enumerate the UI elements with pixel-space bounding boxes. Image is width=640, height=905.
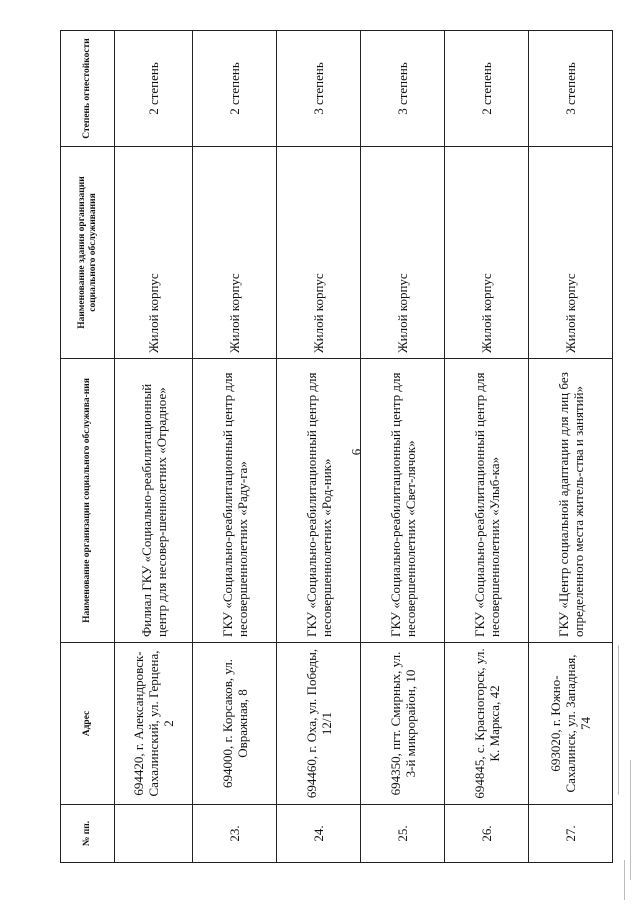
cell-building: Жилой корпус bbox=[193, 147, 277, 359]
rotated-table-container bbox=[60, 31, 612, 863]
social-organizations-table bbox=[60, 30, 613, 863]
header-building: Наименование здания организации социального обслуживания bbox=[61, 147, 115, 359]
cell-building: Жилой корпус bbox=[361, 147, 445, 359]
cell-org-name: ГКУ «Социально-реабилитационный центр для несовершеннолетних «Свет-лячок» bbox=[361, 359, 445, 643]
cell-building: Жилой корпус bbox=[277, 147, 361, 359]
table-row bbox=[193, 31, 277, 863]
cell-building: Жилой корпус bbox=[115, 147, 193, 359]
cell-building: Жилой корпус bbox=[529, 147, 613, 359]
cell-num: 25. bbox=[361, 805, 445, 863]
table-row bbox=[529, 31, 613, 863]
header-org-name: Наименование организации социального обслужива-ния bbox=[61, 359, 115, 643]
cell-building: Жилой корпус bbox=[445, 147, 529, 359]
cell-num: 26. bbox=[445, 805, 529, 863]
cell-address: 694460, г. Оха, ул. Победы, 12/1 bbox=[277, 643, 361, 805]
scan-mark bbox=[618, 645, 619, 795]
cell-degree: 3 степень bbox=[277, 31, 361, 147]
scan-mark bbox=[630, 760, 631, 880]
table-row bbox=[361, 31, 445, 863]
cell-num: 23. bbox=[193, 805, 277, 863]
cell-address: 693020, г. Южно-Сахалинск, ул. Западная, 74 bbox=[529, 643, 613, 805]
header-degree: Степень огнестойкости bbox=[61, 31, 115, 147]
cell-org-name: ГКУ «Центр социальной адаптации для лиц без определенного места житель-ства и занятий» bbox=[529, 359, 613, 643]
table-row bbox=[115, 31, 193, 863]
cell-num bbox=[115, 805, 193, 863]
header-address: Адрес bbox=[61, 643, 115, 805]
table-row bbox=[445, 31, 529, 863]
cell-degree: 2 степень bbox=[193, 31, 277, 147]
cell-address: 694000, г. Корсаков, ул. Овражная, 8 bbox=[193, 643, 277, 805]
scan-mark bbox=[624, 860, 625, 900]
cell-org-name: ГКУ «Социально-реабилитационный центр для несовершеннолетних «Раду-га» bbox=[193, 359, 277, 643]
cell-address: 694350, пгт. Смирных, ул. 3-й микрорайон, 10 bbox=[361, 643, 445, 805]
table-row bbox=[277, 31, 361, 863]
cell-num: 24. bbox=[277, 805, 361, 863]
cell-address: 694845, с. Красногорск, ул. К. Маркса, 42 bbox=[445, 643, 529, 805]
cell-org-name: ГКУ «Социально-реабилитационный центр для несовершеннолетних «Улыб-ка» bbox=[445, 359, 529, 643]
cell-degree: 2 степень bbox=[445, 31, 529, 147]
page-number: 6 bbox=[348, 448, 364, 456]
cell-degree: 2 степень bbox=[115, 31, 193, 147]
cell-org-name: ГКУ «Социально-реабилитационный центр для несовершеннолетних «Род-ник» bbox=[277, 359, 361, 643]
cell-degree: 3 степень bbox=[529, 31, 613, 147]
header-num: № пп. bbox=[61, 805, 115, 863]
table-header-row bbox=[61, 31, 115, 863]
cell-num: 27. bbox=[529, 805, 613, 863]
cell-address: 694420, г. Александровск-Сахалинский, ул. Герцена, 2 bbox=[115, 643, 193, 805]
cell-degree: 3 степень bbox=[361, 31, 445, 147]
cell-org-name: Филиал ГКУ «Социально-реабилитационный центр для несовер-шеннолетних «Отрадное» bbox=[115, 359, 193, 643]
